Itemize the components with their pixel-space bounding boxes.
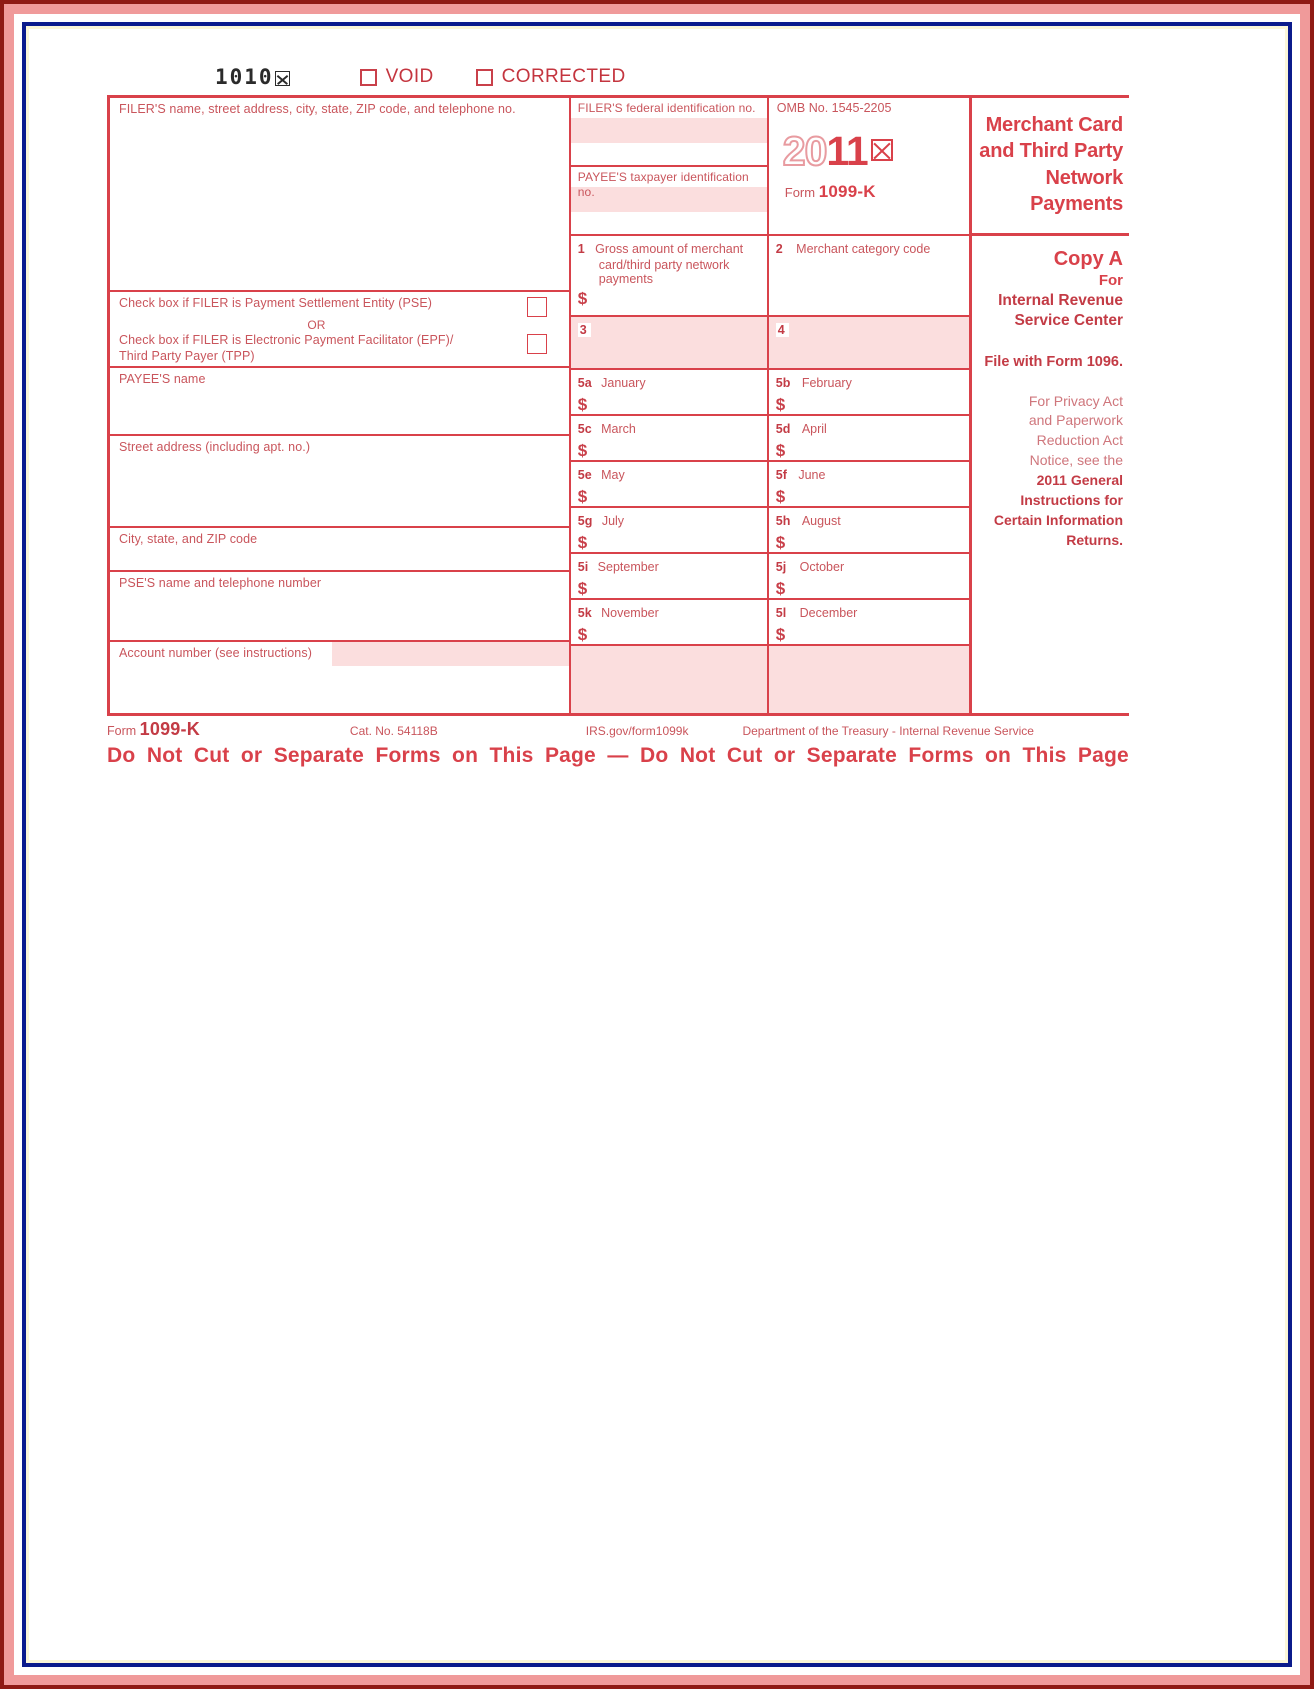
box-5h-label: August <box>801 514 841 528</box>
city-state-zip-field[interactable] <box>110 528 569 572</box>
box-5i[interactable] <box>571 554 767 600</box>
do-not-cut-word: Forms <box>908 744 974 767</box>
ocr-scanline-code: 1010 <box>215 65 290 89</box>
payee-name-label: PAYEE'S name <box>119 372 206 386</box>
box2-merchant-category-code[interactable] <box>769 236 969 317</box>
corrected-checkbox-group[interactable] <box>476 66 626 88</box>
do-not-cut-word: or <box>773 744 796 767</box>
box-5k-label: November <box>601 606 659 620</box>
page-border-pink <box>4 4 1310 1685</box>
epf-checkbox-label: Check box if FILER is Electronic Payment Facilitator (EPF)/ Third Party Payer (TPP) <box>119 333 454 363</box>
do-not-cut-word: on <box>985 744 1012 767</box>
do-not-cut-word: Not <box>146 744 183 767</box>
form-title-line1: Merchant Card <box>985 114 1123 136</box>
box1-gross-amount[interactable] <box>571 236 767 317</box>
form-footer <box>107 719 1129 740</box>
do-not-cut-word: Separate <box>806 744 897 767</box>
box-5j-number: 5j <box>775 560 787 574</box>
footer-irs-url[interactable]: IRS.gov/form1099k <box>585 724 689 738</box>
box-5b-label: February <box>801 376 852 390</box>
form-title-block <box>972 98 1129 236</box>
footer-form-number: Form 1099-K <box>107 719 200 739</box>
box-5g-number: 5g <box>577 514 593 528</box>
do-not-cut-word: on <box>452 744 479 767</box>
box-5a-currency-symbol: $ <box>577 395 588 414</box>
privacy-line-7: Certain Information <box>993 511 1123 528</box>
do-not-cut-word: Page <box>544 744 596 767</box>
box-5k-currency-symbol: $ <box>577 625 588 644</box>
privacy-line-5: 2011 General <box>1036 472 1123 489</box>
box-5e[interactable] <box>571 462 767 508</box>
box-5k[interactable] <box>571 600 767 646</box>
privacy-line-2: and Paperwork <box>1028 412 1123 429</box>
omb-number-label: OMB No. 1545-2205 <box>776 101 892 115</box>
street-address-field[interactable] <box>110 436 569 528</box>
left-column <box>110 98 571 713</box>
box3-field[interactable] <box>571 317 767 370</box>
page-canvas <box>26 26 1288 1663</box>
copy-a-for-label: For <box>1098 272 1123 289</box>
box-5d-currency-symbol: $ <box>775 441 786 460</box>
box1-label-line2: card/third party network <box>598 258 730 272</box>
crossed-box-icon <box>871 139 893 161</box>
box-5l-currency-symbol: $ <box>775 625 786 644</box>
privacy-line-4: Notice, see the <box>1029 452 1123 469</box>
form-number-line: Form 1099-K <box>784 182 876 201</box>
form-title-line3: Network Payments <box>1030 166 1123 216</box>
box-5f-label: June <box>798 468 826 482</box>
box4-number: 4 <box>776 323 789 337</box>
form-1099k <box>107 59 1162 768</box>
do-not-cut-word: Cut <box>193 744 230 767</box>
epf-checkbox[interactable] <box>527 334 547 354</box>
pse-checkbox[interactable] <box>527 297 547 317</box>
page-border-navy <box>22 22 1292 1667</box>
box-5l-label: December <box>799 606 858 620</box>
box-5i-number: 5i <box>577 560 589 574</box>
box-5h-currency-symbol: $ <box>775 533 786 552</box>
box-5h[interactable] <box>769 508 969 554</box>
pse-name-phone-field[interactable] <box>110 572 569 642</box>
box-5k-number: 5k <box>577 606 592 620</box>
box-5f-number: 5f <box>775 468 787 482</box>
corrected-label: CORRECTED <box>501 66 626 87</box>
do-not-cut-word: Do <box>107 744 136 767</box>
box-5j[interactable] <box>769 554 969 600</box>
form-body <box>107 95 1129 716</box>
box-5a[interactable] <box>571 370 767 416</box>
box1-label-line3: payments <box>598 272 653 286</box>
identification-and-box-column <box>571 98 769 713</box>
pse-epf-checkbox-field <box>110 292 569 368</box>
footer-department: Department of the Treasury - Internal Revenue Service <box>742 724 1034 738</box>
filer-name-label: FILER'S name, street address, city, state, ZIP code, and telephone no. <box>119 102 516 116</box>
box-5c-label: March <box>601 422 636 436</box>
crossed-box-icon <box>275 71 290 86</box>
do-not-cut-word: Not <box>679 744 716 767</box>
filer-tin-entry-band[interactable] <box>571 118 767 143</box>
box-5b[interactable] <box>769 370 969 416</box>
box-5l-number: 5l <box>775 606 787 620</box>
do-not-cut-word: Page <box>1077 744 1129 767</box>
box-5d-label: April <box>801 422 827 436</box>
box-5f[interactable] <box>769 462 969 508</box>
box4-field[interactable] <box>769 317 969 370</box>
pse-name-phone-label: PSE'S name and telephone number <box>119 576 322 590</box>
box-5i-currency-symbol: $ <box>577 579 588 598</box>
box-5c-number: 5c <box>577 422 592 436</box>
box1-number: 1 <box>577 242 585 256</box>
payee-name-field[interactable] <box>110 368 569 436</box>
void-label: VOID <box>385 66 434 87</box>
void-checkbox[interactable] <box>360 69 377 86</box>
box-5c-currency-symbol: $ <box>577 441 588 460</box>
filer-tin-label: FILER'S federal identification no. <box>577 101 756 115</box>
omb-and-box-column <box>769 98 969 713</box>
box-5b-currency-symbol: $ <box>775 395 786 414</box>
box-5d-number: 5d <box>775 422 791 436</box>
do-not-cut-word: Cut <box>726 744 763 767</box>
box2-label: Merchant category code <box>796 242 931 256</box>
box2-number: 2 <box>775 242 783 256</box>
box-5g-currency-symbol: $ <box>577 533 588 552</box>
filer-tin-field[interactable] <box>571 98 767 167</box>
box-5d[interactable] <box>769 416 969 462</box>
box-5b-number: 5b <box>775 376 791 390</box>
do-not-cut-word: Forms <box>375 744 441 767</box>
void-checkbox-group[interactable] <box>360 66 434 88</box>
tax-year-outline: 20 <box>782 128 827 174</box>
box-5e-number: 5e <box>577 468 592 482</box>
box-5e-currency-symbol: $ <box>577 487 588 506</box>
account-number-field[interactable] <box>110 642 569 712</box>
copy-a-column <box>969 98 1129 713</box>
bottom-shaded-cell-left <box>571 646 767 713</box>
box1-label-line1: Gross amount of merchant <box>595 242 744 256</box>
box-5g[interactable] <box>571 508 767 554</box>
page-border-white <box>14 14 1300 1675</box>
omb-block <box>769 98 969 236</box>
box-5h-number: 5h <box>775 514 791 528</box>
privacy-line-6: Instructions for <box>1020 491 1123 508</box>
privacy-line-3: Reduction Act <box>1036 432 1123 449</box>
do-not-cut-word: This <box>489 744 534 767</box>
account-number-label: Account number (see instructions) <box>119 646 312 660</box>
file-with-form-1096: File with Form 1096. <box>984 353 1123 370</box>
corrected-checkbox[interactable] <box>476 69 493 86</box>
do-not-cut-word: — <box>607 744 629 767</box>
tax-year-solid: 11 <box>826 128 868 174</box>
box-5l[interactable] <box>769 600 969 646</box>
box-5a-number: 5a <box>577 376 592 390</box>
privacy-act-notice <box>978 392 1123 551</box>
do-not-cut-word: or <box>240 744 263 767</box>
box3-number: 3 <box>578 323 591 337</box>
privacy-line-1: For Privacy Act <box>1028 392 1123 409</box>
do-not-cut-notice <box>107 744 1129 768</box>
street-address-label: Street address (including apt. no.) <box>119 440 311 454</box>
copy-a-recipient-line2: Service Center <box>1014 312 1123 330</box>
payee-tin-label: PAYEE'S taxpayer identification no. <box>577 170 749 199</box>
copy-a-recipient-line1: Internal Revenue <box>998 292 1123 310</box>
do-not-cut-word: This <box>1022 744 1067 767</box>
box-5e-label: May <box>601 468 625 482</box>
do-not-cut-word: Separate <box>273 744 365 767</box>
box-5a-label: January <box>601 376 646 390</box>
footer-catalog-number: Cat. No. 54118B <box>349 724 438 738</box>
middle-column <box>571 98 969 713</box>
box-5g-label: July <box>601 514 625 528</box>
or-separator-label: OR <box>307 318 326 332</box>
box-5f-currency-symbol: $ <box>775 487 786 506</box>
box-5c[interactable] <box>571 416 767 462</box>
form-title <box>978 112 1123 218</box>
box-5j-label: October <box>799 560 845 574</box>
city-state-zip-label: City, state, and ZIP code <box>119 532 258 546</box>
box1-currency-symbol: $ <box>577 289 588 308</box>
bottom-shaded-cell-right <box>769 646 969 713</box>
copy-a-block <box>972 236 1129 551</box>
form-top-strip <box>107 59 1162 95</box>
filer-name-field[interactable] <box>110 98 569 292</box>
form-title-line2: and Third Party <box>979 140 1123 163</box>
box-5i-label: September <box>597 560 659 574</box>
payee-tin-field[interactable] <box>571 167 767 236</box>
tax-year <box>777 128 969 174</box>
do-not-cut-word: Do <box>639 744 669 767</box>
copy-a-heading: Copy A <box>1053 248 1123 270</box>
pse-checkbox-label: Check box if FILER is Payment Settlement Entity (PSE) <box>119 296 433 310</box>
box-5j-currency-symbol: $ <box>775 579 786 598</box>
privacy-line-8: Returns. <box>1066 531 1123 548</box>
